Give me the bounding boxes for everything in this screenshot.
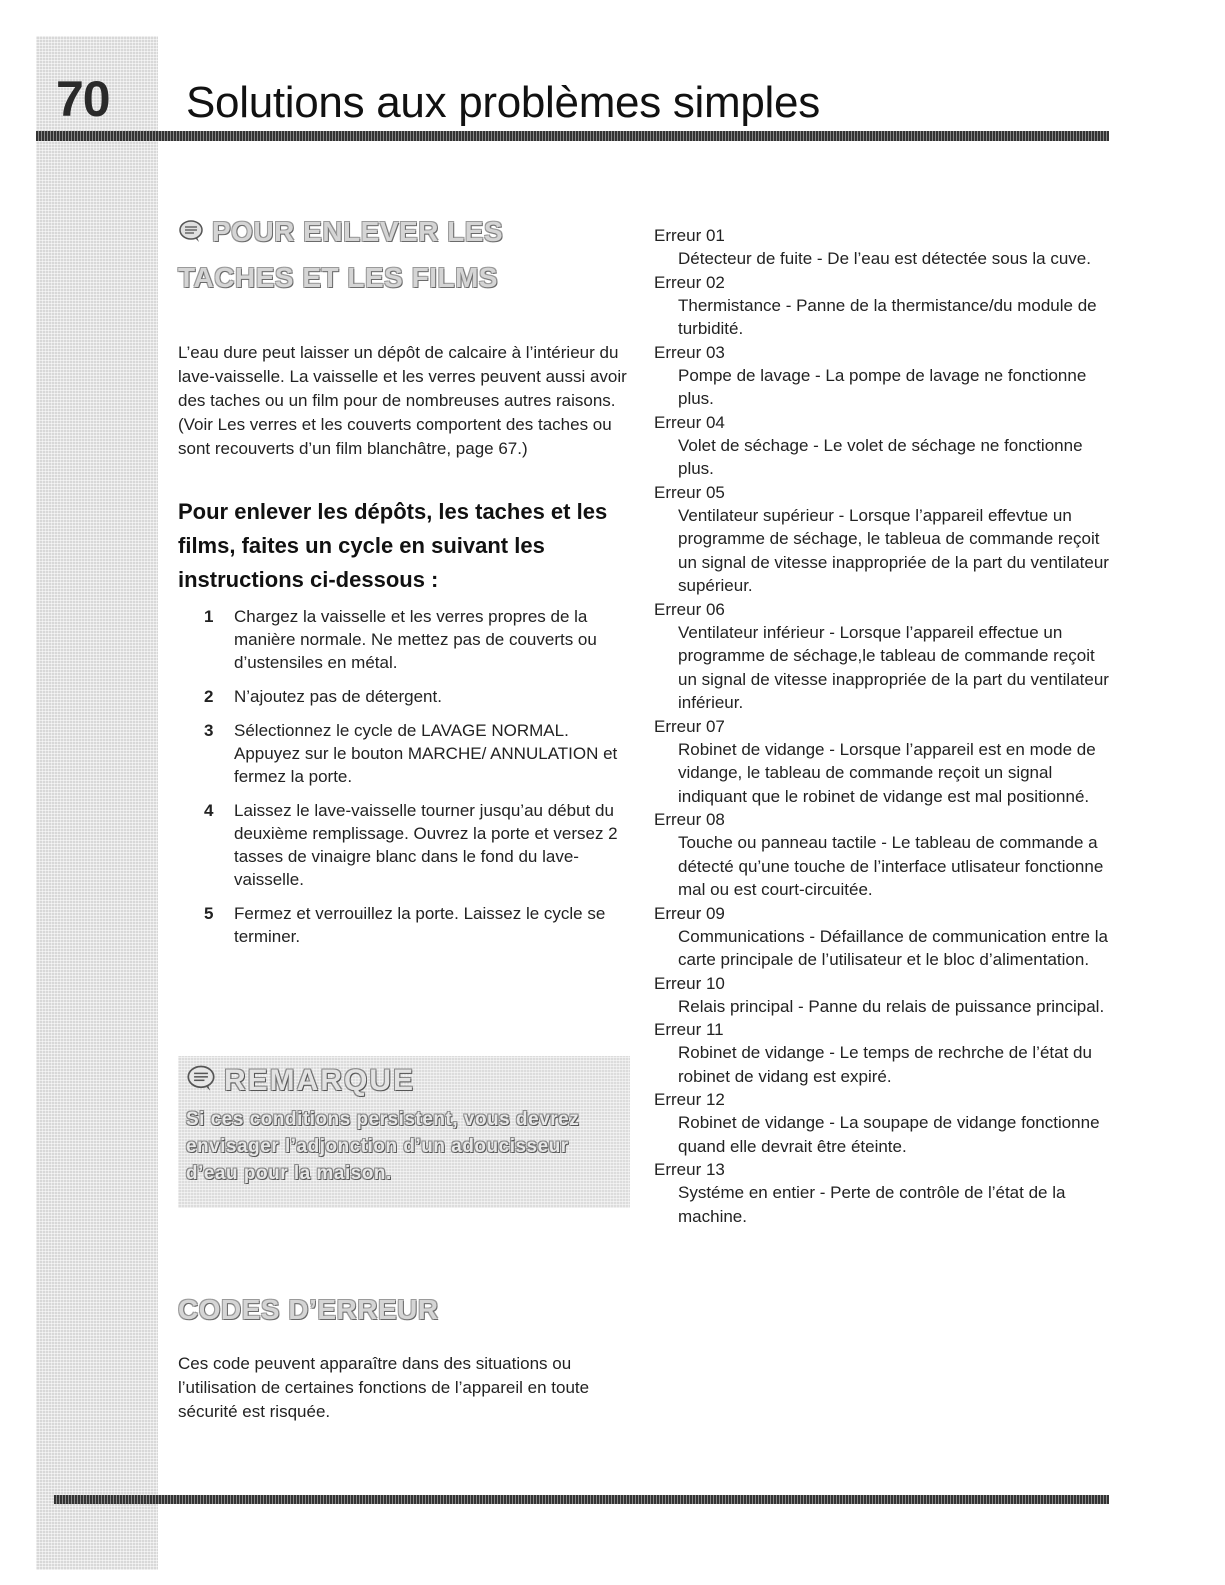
error-description: Pompe de lavage - La pompe de lavage ne fonctionne plus. <box>678 365 1087 408</box>
error-description: Robinet de vidange - Lorsque l’appareil est en mode de vidange, le tableau de commande reçoit un signal indiquant que le robinet de vidange est mal positionné. <box>678 739 1096 806</box>
error-entry <box>654 411 1114 481</box>
error-entry <box>654 902 1114 972</box>
remarque-text: Si ces conditions persistent, vous devrez envisager l’adjonction d’un adoucisseur d’eau pour la maison. <box>186 1109 580 1184</box>
error-description: Systéme en entier - Perte de contrôle de l’état de la machine. <box>678 1183 1066 1226</box>
step-text: Chargez la vaisselle et les verres propres de la manière normale. Ne mettez pas de couverts ou d’ustensiles en métal. <box>234 606 597 672</box>
error-description: Relais principal - Panne du relais de puissance principal. <box>678 996 1105 1016</box>
error-entry <box>654 808 1114 902</box>
step-number: 4 <box>204 800 214 820</box>
stains-heading <box>178 210 638 300</box>
error-codes-list <box>654 224 1114 1228</box>
error-description: Ventilateur supérieur - Lorsque l’appareil effevtue un programme de séchage, le tableua de commande reçoit un signal de vitesse inappropriée de la part du ventilateur supérieur. <box>678 505 1109 595</box>
step-number: 3 <box>204 720 214 740</box>
page-number: 70 <box>56 71 110 127</box>
error-description: Détecteur de fuite - De l’eau est détectée sous la cuve. <box>678 249 1091 268</box>
error-entry <box>654 1018 1114 1088</box>
error-description: Touche ou panneau tactile - Le tableau de commande a détecté qu’une touche de l’interface utlisateur fonctionne mal ou est court-circuitée. <box>678 833 1104 899</box>
error-description: Volet de séchage - Le volet de séchage ne fonctionne plus. <box>678 435 1083 478</box>
step-item <box>178 799 638 891</box>
error-code: Erreur 03 <box>654 342 725 362</box>
error-code: Erreur 07 <box>654 716 725 736</box>
note-icon <box>186 1064 216 1100</box>
error-code: Erreur 02 <box>654 272 725 292</box>
step-text: Laissez le lave-vaisselle tourner jusqu’au début du deuxième remplissage. Ouvrez la porte et versez 2 tasses de vinaigre blanc dans le fond du lave-vaisselle. <box>234 800 618 889</box>
error-code: Erreur 11 <box>654 1020 724 1039</box>
stains-subheading: Pour enlever les dépôts, les taches et les films, faites un cycle en suivant les instructions ci-dessous : <box>178 498 608 592</box>
step-text: N’ajoutez pas de détergent. <box>234 686 442 706</box>
side-bar-decoration <box>36 36 158 1570</box>
error-entry <box>654 1088 1114 1158</box>
codes-intro: Ces code peuvent apparaître dans des situations ou l’utilisation de certaines fonctions de l’appareil en toute sécurité est risquée. <box>178 1354 590 1421</box>
stains-heading-line1: POUR ENLEVER LES <box>212 216 504 247</box>
error-description: Communications - Défaillance de communication entre la carte principale de l’utilisateur et le bloc d’alimentation. <box>678 926 1108 969</box>
stains-heading-line2: TACHES ET LES FILMS <box>178 261 499 293</box>
step-number: 2 <box>204 686 214 706</box>
error-entry <box>654 271 1114 341</box>
error-code: Erreur 05 <box>654 482 725 502</box>
left-column <box>178 210 638 959</box>
step-text: Fermez et verrouillez la porte. Laissez le cycle se terminer. <box>234 903 606 946</box>
remarque-box <box>178 1056 630 1208</box>
error-description: Robinet de vidange - La soupape de vidange fonctionne quand elle devrait être éteinte. <box>678 1113 1100 1156</box>
error-entry <box>654 341 1114 411</box>
error-code: Erreur 09 <box>654 903 725 923</box>
top-rule <box>36 131 1109 141</box>
step-number: 5 <box>204 903 214 923</box>
step-number: 1 <box>204 606 214 626</box>
steps-list <box>178 605 638 948</box>
codes-heading: CODES D’ERREUR <box>178 1294 439 1325</box>
error-code: Erreur 08 <box>654 810 725 829</box>
error-entry <box>654 1158 1114 1228</box>
step-item <box>178 685 638 708</box>
remarque-heading <box>186 1064 415 1100</box>
error-entry <box>654 598 1114 715</box>
bottom-rule <box>54 1495 1109 1504</box>
remarque-title: REMARQUE <box>224 1064 416 1097</box>
error-code: Erreur 10 <box>654 973 725 993</box>
step-item <box>178 902 638 948</box>
error-code: Erreur 13 <box>654 1160 725 1179</box>
error-code: Erreur 06 <box>654 599 725 619</box>
step-item <box>178 719 638 788</box>
error-entry <box>654 972 1114 1019</box>
note-icon <box>178 212 204 256</box>
error-code: Erreur 01 <box>654 226 725 245</box>
error-entry <box>654 224 1114 271</box>
error-code: Erreur 04 <box>654 412 725 432</box>
page-title: Solutions aux problèmes simples <box>186 78 820 127</box>
error-entry <box>654 715 1114 809</box>
error-description: Thermistance - Panne de la thermistance/du module de turbidité. <box>678 295 1097 338</box>
step-text: Sélectionnez le cycle de LAVAGE NORMAL. Appuyez sur le bouton MARCHE/ ANNULATION et fermez la porte. <box>234 720 618 786</box>
error-code: Erreur 12 <box>654 1090 725 1109</box>
step-item <box>178 605 638 674</box>
error-entry <box>654 481 1114 598</box>
stains-intro: L’eau dure peut laisser un dépôt de calcaire à l’intérieur du lave-vaisselle. La vaisselle et les verres peuvent aussi avoir des taches ou un film pour de nombreuses autres raisons. (Voir Les verres et les couverts comportent des taches ou sont recouverts d’un film blanchâtre, page 67.) <box>178 342 627 458</box>
error-description: Ventilateur inférieur - Lorsque l’appareil effectue un programme de séchage,le tableau de commande reçoit un signal de vitesse inappropriée de la part du ventilateur inférieur. <box>678 622 1109 712</box>
error-description: Robinet de vidange - Le temps de rechrche de l’état du robinet de vidang est expiré. <box>678 1043 1092 1086</box>
